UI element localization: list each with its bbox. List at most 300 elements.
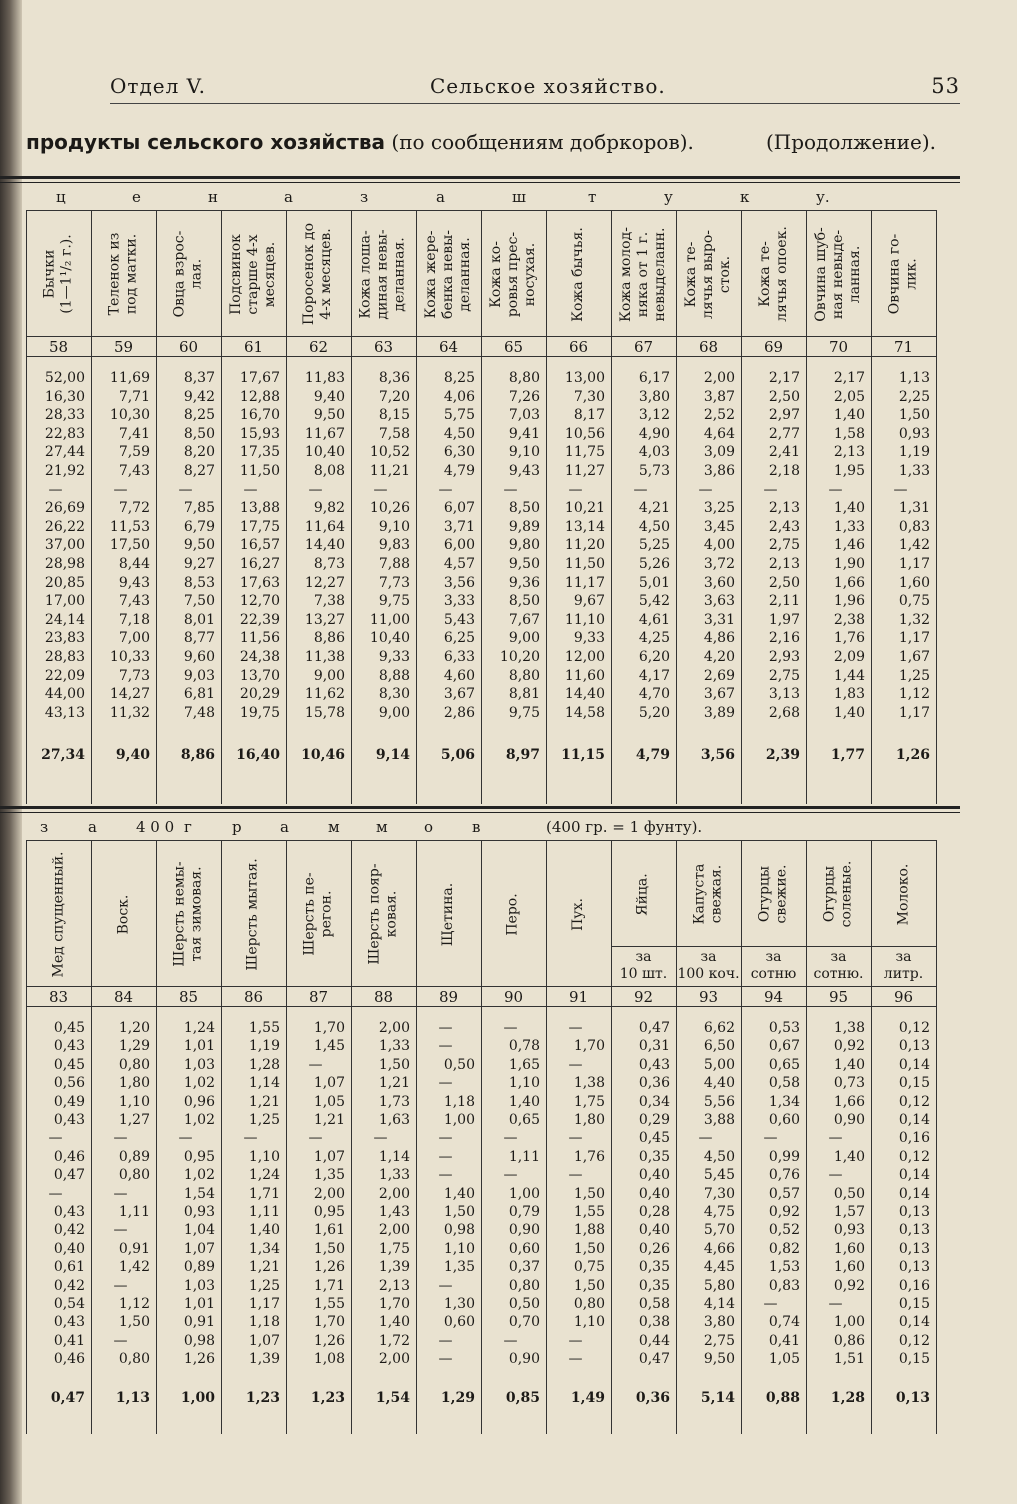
lower-table-cell: 0,34 bbox=[638, 1093, 670, 1110]
lower-table-cell: 1,20 bbox=[118, 1020, 150, 1036]
upper-table-cell: 3,09 bbox=[703, 444, 735, 461]
lower-table-cell: 1,55 bbox=[313, 1296, 345, 1312]
lower-col-header-label: Шерсть пояр- ковая. bbox=[366, 863, 400, 965]
lower-table-cell: 1,07 bbox=[313, 1075, 345, 1092]
upper-col-header bbox=[676, 212, 741, 336]
lower-table-cell: 0,16 bbox=[898, 1130, 930, 1147]
lower-col-unit-label: за сотню bbox=[750, 949, 797, 982]
upper-table-cell: 5,20 bbox=[638, 704, 670, 721]
upper-table-cell: 10,56 bbox=[564, 425, 605, 442]
upper-table-cell: 14,40 bbox=[564, 686, 605, 703]
upper-table-cell: 2,18 bbox=[768, 463, 800, 479]
lower-average-cell: 0,47 bbox=[50, 1389, 85, 1406]
upper-table-cell: — bbox=[373, 481, 388, 498]
lower-table-cell: 0,82 bbox=[768, 1240, 800, 1257]
upper-table-cell: 11,60 bbox=[564, 667, 605, 684]
lower-table-cell: 0,78 bbox=[508, 1038, 540, 1055]
continuation-label: (Продолжение). bbox=[765, 130, 936, 154]
upper-table-cell: — bbox=[763, 481, 778, 498]
lower-table-cell: — bbox=[438, 1167, 453, 1184]
upper-table-cell: 16,70 bbox=[239, 407, 280, 424]
upper-table-cell: 1,40 bbox=[833, 704, 865, 721]
upper-table-cell: 3,56 bbox=[443, 574, 475, 591]
lower-table-cell: — bbox=[503, 1332, 518, 1349]
upper-span-letter: е bbox=[132, 188, 141, 206]
upper-table-cell: 6,30 bbox=[443, 444, 475, 461]
lower-col-header bbox=[26, 842, 91, 986]
lower-col-unit bbox=[806, 946, 871, 986]
upper-table-cell: 27,44 bbox=[44, 444, 85, 461]
lower-table-cell: 1,43 bbox=[378, 1204, 410, 1220]
lower-table-cell: — bbox=[308, 1056, 323, 1073]
lower-table-cell: 1,21 bbox=[248, 1093, 280, 1110]
upper-table-cell: 2,75 bbox=[768, 537, 800, 554]
upper-table-cell: 13,00 bbox=[564, 370, 605, 386]
upper-table-cell: 1,17 bbox=[898, 556, 930, 572]
lower-table-cell: 0,41 bbox=[53, 1332, 85, 1349]
lower-col-number: 87 bbox=[308, 988, 329, 1006]
lower-table-top-rule-thin bbox=[0, 812, 960, 813]
upper-table-cell: 4,21 bbox=[638, 500, 670, 517]
upper-table-cell: 12,88 bbox=[239, 388, 280, 405]
upper-table-cell: 1,33 bbox=[898, 463, 930, 479]
lower-table-cell: 0,52 bbox=[768, 1222, 800, 1239]
lower-table-cell: 1,50 bbox=[573, 1240, 605, 1257]
lower-table-cell: 0,53 bbox=[768, 1020, 800, 1036]
upper-table-cell: 4,64 bbox=[703, 425, 735, 442]
lower-table-cell: 0,50 bbox=[833, 1185, 865, 1202]
lower-table-cell: — bbox=[438, 1277, 453, 1294]
lower-table-cell: 1,51 bbox=[833, 1351, 865, 1368]
upper-table-cell: 12,00 bbox=[564, 649, 605, 665]
upper-table-cell: 9,42 bbox=[183, 388, 215, 405]
upper-table-cell: 11,69 bbox=[109, 370, 150, 386]
upper-table-cell: 8,36 bbox=[378, 370, 410, 386]
lower-table-cell: 1,88 bbox=[573, 1222, 605, 1239]
lower-table-cell: 1,66 bbox=[833, 1093, 865, 1110]
upper-table-cell: 9,27 bbox=[183, 556, 215, 572]
upper-table-cell: 7,20 bbox=[378, 388, 410, 405]
lower-table-cell: — bbox=[438, 1332, 453, 1349]
upper-table-cell: 17,67 bbox=[239, 370, 280, 386]
upper-span-letter: ш bbox=[512, 188, 526, 206]
upper-table-cell: 28,33 bbox=[44, 407, 85, 424]
upper-table-cell: 9,00 bbox=[378, 704, 410, 721]
lower-table-cell: 1,80 bbox=[118, 1075, 150, 1092]
lower-table-cell: 1,75 bbox=[378, 1240, 410, 1257]
upper-col-header-label: Кожа бычья. bbox=[570, 226, 587, 322]
upper-average-cell: 1,77 bbox=[830, 747, 865, 764]
upper-table-cell: 6,07 bbox=[443, 500, 475, 517]
upper-table-cell: 20,29 bbox=[239, 686, 280, 703]
upper-table-cell: 8,30 bbox=[378, 686, 410, 703]
upper-table-cell: 3,45 bbox=[703, 518, 735, 535]
lower-table-cell: 0,83 bbox=[768, 1277, 800, 1294]
lower-col-header-label: Шерсть мытая. bbox=[245, 857, 262, 971]
upper-average-cell: 27,34 bbox=[41, 747, 85, 764]
lower-col-header-label: Молоко. bbox=[895, 863, 911, 925]
lower-col-number: 92 bbox=[633, 988, 654, 1006]
upper-table-cell: 24,14 bbox=[44, 611, 85, 628]
upper-table-cell: — bbox=[48, 481, 63, 498]
lower-table-cell: 0,65 bbox=[768, 1056, 800, 1073]
lower-table-cell: 0,35 bbox=[638, 1277, 670, 1294]
lower-table-cell: 1,11 bbox=[248, 1204, 280, 1220]
lower-table-cell: 1,11 bbox=[118, 1204, 150, 1220]
lower-table-cell: 5,45 bbox=[703, 1167, 735, 1184]
lower-span-letter: р bbox=[232, 818, 242, 836]
upper-table-cell: 1,19 bbox=[898, 444, 930, 461]
upper-table-cell: 8,25 bbox=[183, 407, 215, 424]
upper-table-cell: 11,64 bbox=[304, 518, 345, 535]
upper-table-cell: 8,81 bbox=[508, 686, 540, 703]
upper-table-cell: 1,90 bbox=[833, 556, 865, 572]
lower-col-unit bbox=[741, 946, 806, 986]
upper-table-cell: 9,40 bbox=[313, 388, 345, 405]
upper-table-cell: 2,09 bbox=[833, 649, 865, 665]
upper-table-cell: 4,17 bbox=[638, 667, 670, 684]
upper-table-cell: 4,25 bbox=[638, 630, 670, 647]
upper-table-cell: 10,26 bbox=[369, 500, 410, 517]
lower-table-cell: 1,71 bbox=[248, 1185, 280, 1202]
lower-table-cell: 1,60 bbox=[833, 1240, 865, 1257]
lower-span-letter: 4 0 0 bbox=[136, 818, 175, 836]
lower-table-cell: 1,07 bbox=[183, 1240, 215, 1257]
upper-table-cell: — bbox=[698, 481, 713, 498]
upper-table-cell: — bbox=[438, 481, 453, 498]
lower-table-cell: 0,92 bbox=[833, 1038, 865, 1055]
upper-span-letter: з bbox=[360, 188, 369, 206]
upper-col-number: 67 bbox=[633, 338, 654, 356]
upper-table-cell: 9,50 bbox=[183, 537, 215, 554]
upper-table-cell: 7,88 bbox=[378, 556, 410, 572]
upper-table-cell: 1,17 bbox=[898, 704, 930, 721]
upper-table-cell: 11,38 bbox=[304, 649, 345, 665]
upper-col-header-label: Кожа жере- бенка невы- деланная. bbox=[423, 229, 473, 319]
upper-table-cell: 1,32 bbox=[898, 611, 930, 628]
lower-average-cell: 1,23 bbox=[245, 1389, 280, 1406]
upper-average-cell: 8,97 bbox=[505, 747, 540, 764]
upper-table-cell: 1,17 bbox=[898, 630, 930, 647]
upper-table-cell: 6,17 bbox=[638, 370, 670, 386]
lower-table-cell: 1,34 bbox=[768, 1093, 800, 1110]
lower-table-cell: 0,14 bbox=[898, 1112, 930, 1128]
upper-average-cell: 3,56 bbox=[700, 747, 735, 764]
upper-table-cell: 9,89 bbox=[508, 518, 540, 535]
lower-col-header bbox=[871, 842, 936, 946]
lower-table-cell: 1,70 bbox=[378, 1296, 410, 1312]
lower-table-cell: 1,70 bbox=[313, 1314, 345, 1331]
lower-table-cell: 1,21 bbox=[248, 1259, 280, 1276]
lower-table-cell: 1,38 bbox=[573, 1075, 605, 1092]
lower-table-cell: 0,50 bbox=[508, 1296, 540, 1312]
upper-number-rule bbox=[26, 356, 936, 357]
upper-average-cell: 4,79 bbox=[635, 747, 670, 764]
lower-table-cell: 1,53 bbox=[768, 1259, 800, 1276]
upper-table-cell: 4,06 bbox=[443, 388, 475, 405]
lower-table-cell: 1,39 bbox=[378, 1259, 410, 1276]
upper-table-cell: 17,00 bbox=[44, 593, 85, 610]
lower-table-cell: 1,10 bbox=[118, 1093, 150, 1110]
lower-table-cell: 2,00 bbox=[378, 1351, 410, 1368]
upper-table-cell: 5,75 bbox=[443, 407, 475, 424]
upper-table-cell: 9,75 bbox=[508, 704, 540, 721]
lower-table-cell: 2,00 bbox=[378, 1185, 410, 1202]
lower-col-divider bbox=[936, 840, 937, 1434]
lower-table-cell: 1,14 bbox=[248, 1075, 280, 1092]
lower-table-cell: 1,60 bbox=[833, 1259, 865, 1276]
lower-col-number: 83 bbox=[48, 988, 69, 1006]
upper-span-letter: к bbox=[740, 188, 750, 206]
lower-table-cell: — bbox=[503, 1167, 518, 1184]
upper-table-cell: 8,88 bbox=[378, 667, 410, 684]
lower-table-cell: 5,70 bbox=[703, 1222, 735, 1239]
upper-table-cell: 2,86 bbox=[443, 704, 475, 721]
lower-table-cell: — bbox=[308, 1130, 323, 1147]
lower-span-letter: м bbox=[376, 818, 388, 836]
lower-col-number: 90 bbox=[503, 988, 524, 1006]
upper-table-cell: 0,75 bbox=[898, 593, 930, 610]
upper-table-cell: 13,88 bbox=[239, 500, 280, 517]
upper-table-cell: — bbox=[893, 481, 908, 498]
upper-span-letter: а bbox=[284, 188, 293, 206]
lower-table-cell: 1,24 bbox=[248, 1167, 280, 1184]
upper-table-cell: 11,56 bbox=[239, 630, 280, 647]
upper-table-cell: 11,32 bbox=[109, 704, 150, 721]
upper-table-cell: 17,35 bbox=[239, 444, 280, 461]
lower-table-cell: 1,19 bbox=[248, 1038, 280, 1055]
lower-table-cell: 1,40 bbox=[443, 1185, 475, 1202]
upper-table-cell: 8,17 bbox=[573, 407, 605, 424]
lower-col-header bbox=[611, 842, 676, 946]
upper-table-cell: 1,33 bbox=[833, 518, 865, 535]
upper-table-cell: 3,89 bbox=[703, 704, 735, 721]
upper-col-header-label: Бычки (1—1¹/₂ г.). bbox=[41, 234, 75, 314]
upper-table-cell: 12,70 bbox=[239, 593, 280, 610]
upper-table-cell: 5,26 bbox=[638, 556, 670, 572]
upper-table-cell: 7,41 bbox=[118, 425, 150, 442]
lower-col-header-label: Пух. bbox=[569, 897, 586, 931]
lower-table-cell: 0,12 bbox=[898, 1020, 930, 1036]
lower-table-cell: — bbox=[48, 1130, 63, 1147]
lower-average-cell: 0,85 bbox=[505, 1389, 540, 1406]
table-title bbox=[26, 130, 936, 160]
lower-table-cell: 0,74 bbox=[768, 1314, 800, 1331]
upper-table-cell: 10,21 bbox=[564, 500, 605, 517]
lower-table-cell: 0,80 bbox=[118, 1351, 150, 1368]
upper-col-header-label: Овца взрос- лая. bbox=[171, 230, 205, 318]
upper-table-cell: — bbox=[308, 481, 323, 498]
upper-table-cell: 11,20 bbox=[564, 537, 605, 554]
upper-table-cell: 1,46 bbox=[833, 537, 865, 554]
lower-table-cell: — bbox=[438, 1075, 453, 1092]
upper-table-cell: 3,12 bbox=[638, 407, 670, 424]
upper-table-cell: 8,50 bbox=[508, 593, 540, 610]
lower-average-cell: 0,36 bbox=[635, 1389, 670, 1406]
lower-table-cell: 0,92 bbox=[833, 1277, 865, 1294]
upper-table-cell: 9,00 bbox=[508, 630, 540, 647]
lower-table-cell: 0,70 bbox=[508, 1314, 540, 1331]
lower-table-cell: 0,89 bbox=[118, 1148, 150, 1165]
lower-table-cell: 0,60 bbox=[768, 1112, 800, 1128]
upper-table-cell: 11,75 bbox=[564, 444, 605, 461]
upper-average-cell: 16,40 bbox=[236, 747, 280, 764]
lower-table-cell: — bbox=[438, 1148, 453, 1165]
lower-table-cell: 1,02 bbox=[183, 1075, 215, 1092]
lower-table-cell: 0,40 bbox=[638, 1167, 670, 1184]
lower-table-cell: 0,29 bbox=[638, 1112, 670, 1128]
upper-table-cell: 21,92 bbox=[44, 463, 85, 479]
lower-span-letter: а bbox=[280, 818, 289, 836]
lower-col-number: 86 bbox=[243, 988, 264, 1006]
upper-table-cell: 11,10 bbox=[564, 611, 605, 628]
lower-table-cell: 1,04 bbox=[183, 1222, 215, 1239]
lower-table-cell: 0,43 bbox=[53, 1314, 85, 1331]
upper-table-cell: 11,27 bbox=[564, 463, 605, 479]
upper-col-header-label: Овчина го- лик. bbox=[886, 233, 920, 315]
upper-table-cell: 2,25 bbox=[898, 388, 930, 405]
upper-col-divider bbox=[936, 210, 937, 804]
lower-table-cell: 1,35 bbox=[313, 1167, 345, 1184]
lower-table-cell: 0,61 bbox=[53, 1259, 85, 1276]
lower-table-cell: 1,38 bbox=[833, 1020, 865, 1036]
upper-table-cell: 14,27 bbox=[109, 686, 150, 703]
upper-table-cell: 4,60 bbox=[443, 667, 475, 684]
lower-table-cell: 5,56 bbox=[703, 1093, 735, 1110]
upper-table-cell: 1,66 bbox=[833, 574, 865, 591]
lower-table-cell: 0,73 bbox=[833, 1075, 865, 1092]
lower-table-cell: — bbox=[438, 1351, 453, 1368]
upper-col-number: 65 bbox=[503, 338, 524, 356]
lower-average-cell: 1,29 bbox=[440, 1389, 475, 1406]
upper-table-cell: 4,50 bbox=[443, 425, 475, 442]
lower-table-cell: 1,70 bbox=[573, 1038, 605, 1055]
lower-col-header-label: Шерсть пе- регон. bbox=[301, 872, 335, 956]
upper-table-cell: 9,03 bbox=[183, 667, 215, 684]
lower-col-unit bbox=[871, 946, 936, 986]
upper-average-cell: 11,15 bbox=[561, 747, 605, 764]
lower-table-cell: 0,90 bbox=[833, 1112, 865, 1128]
upper-table-cell: 9,83 bbox=[378, 537, 410, 554]
upper-table-cell: 3,31 bbox=[703, 611, 735, 628]
upper-table-cell: 2,13 bbox=[768, 500, 800, 517]
lower-table-cell: 0,58 bbox=[768, 1075, 800, 1092]
upper-table-cell: — bbox=[178, 481, 193, 498]
lower-table-cell: 0,14 bbox=[898, 1167, 930, 1184]
lower-table-cell: 2,00 bbox=[378, 1020, 410, 1036]
lower-col-number: 95 bbox=[828, 988, 849, 1006]
lower-table-cell: 1,50 bbox=[313, 1240, 345, 1257]
upper-table-cell: 2,50 bbox=[768, 574, 800, 591]
lower-col-number: 85 bbox=[178, 988, 199, 1006]
lower-table-cell: 0,45 bbox=[53, 1056, 85, 1073]
upper-col-header bbox=[286, 212, 351, 336]
upper-table-cell: 7,03 bbox=[508, 407, 540, 424]
lower-table-cell: 0,42 bbox=[53, 1277, 85, 1294]
lower-col-header-label: Огурцы свежие. bbox=[756, 864, 790, 924]
lower-table-cell: 1,02 bbox=[183, 1112, 215, 1128]
upper-col-number: 58 bbox=[48, 338, 69, 356]
upper-span-letter: а bbox=[436, 188, 445, 206]
upper-table-cell: 2,00 bbox=[703, 370, 735, 386]
upper-table-cell: 2,17 bbox=[833, 370, 865, 386]
upper-table-cell: 1,50 bbox=[898, 407, 930, 424]
upper-table-cell: 3,86 bbox=[703, 463, 735, 479]
lower-table-cell: 1,05 bbox=[313, 1093, 345, 1110]
upper-table-cell: 4,00 bbox=[703, 537, 735, 554]
upper-table-cell: 7,73 bbox=[378, 574, 410, 591]
lower-average-cell: 1,54 bbox=[375, 1389, 410, 1406]
lower-col-header-label: Мед спущенный. bbox=[50, 851, 66, 977]
lower-table-cell: 0,43 bbox=[53, 1204, 85, 1220]
lower-table-cell: 0,90 bbox=[508, 1222, 540, 1239]
upper-average-cell: 9,40 bbox=[115, 747, 150, 764]
lower-table-cell: 1,76 bbox=[573, 1148, 605, 1165]
upper-average-cell: 5,06 bbox=[440, 747, 475, 764]
lower-table-cell: 0,67 bbox=[768, 1038, 800, 1055]
lower-table-cell: 2,00 bbox=[378, 1222, 410, 1239]
upper-table-cell: 0,83 bbox=[898, 518, 930, 535]
upper-table-cell: 6,20 bbox=[638, 649, 670, 665]
upper-table-cell: 1,40 bbox=[833, 500, 865, 517]
upper-table-cell: 10,52 bbox=[369, 444, 410, 461]
lower-table-cell: 1,54 bbox=[183, 1185, 215, 1202]
upper-table-cell: 3,13 bbox=[768, 686, 800, 703]
upper-table-cell: — bbox=[633, 481, 648, 498]
lower-table-cell: 2,00 bbox=[313, 1185, 345, 1202]
upper-col-number: 68 bbox=[698, 338, 719, 356]
upper-table-cell: 9,43 bbox=[118, 574, 150, 591]
lower-table-cell: 4,45 bbox=[703, 1259, 735, 1276]
lower-table-cell: 1,50 bbox=[443, 1204, 475, 1220]
lower-span-letter: а bbox=[88, 818, 97, 836]
lower-table-cell: 0,93 bbox=[183, 1204, 215, 1220]
lower-table-cell: 9,50 bbox=[703, 1351, 735, 1368]
lower-table-cell: 6,62 bbox=[703, 1020, 735, 1036]
lower-table-cell: 0,54 bbox=[53, 1296, 85, 1312]
lower-table-cell: 1,10 bbox=[443, 1240, 475, 1257]
lower-col-header bbox=[286, 842, 351, 986]
upper-table-cell: 4,61 bbox=[638, 611, 670, 628]
lower-table-cell: 1,75 bbox=[573, 1093, 605, 1110]
upper-table-cell: 44,00 bbox=[44, 686, 85, 703]
lower-table-cell: 5,80 bbox=[703, 1277, 735, 1294]
lower-table-cell: 1,26 bbox=[313, 1259, 345, 1276]
lower-table-cell: — bbox=[503, 1020, 518, 1036]
upper-table-cell: 14,58 bbox=[564, 704, 605, 721]
lower-table-cell: 0,89 bbox=[183, 1259, 215, 1276]
lower-table-cell: 0,76 bbox=[768, 1167, 800, 1184]
lower-table-cell: 0,15 bbox=[898, 1351, 930, 1368]
lower-table-cell: 1,25 bbox=[248, 1277, 280, 1294]
upper-average-cell: 9,14 bbox=[375, 747, 410, 764]
lower-average-cell: 1,49 bbox=[570, 1389, 605, 1406]
upper-table-cell: 8,27 bbox=[183, 463, 215, 479]
lower-table-cell: — bbox=[373, 1130, 388, 1147]
lower-table-cell: 4,50 bbox=[703, 1148, 735, 1165]
upper-col-header-label: Подсвинок старше 4-х месяцев. bbox=[228, 233, 279, 315]
upper-table-cell: 4,20 bbox=[703, 649, 735, 665]
upper-table-cell: 9,75 bbox=[378, 593, 410, 610]
lower-table-cell: 0,90 bbox=[508, 1351, 540, 1368]
upper-col-header bbox=[351, 212, 416, 336]
header-rule bbox=[110, 103, 960, 104]
upper-table-top-rule bbox=[0, 176, 960, 179]
lower-table-cell: — bbox=[48, 1185, 63, 1202]
lower-table-cell: 0,65 bbox=[508, 1112, 540, 1128]
lower-table-cell: 0,12 bbox=[898, 1148, 930, 1165]
upper-table-top-rule-thin bbox=[0, 182, 960, 183]
